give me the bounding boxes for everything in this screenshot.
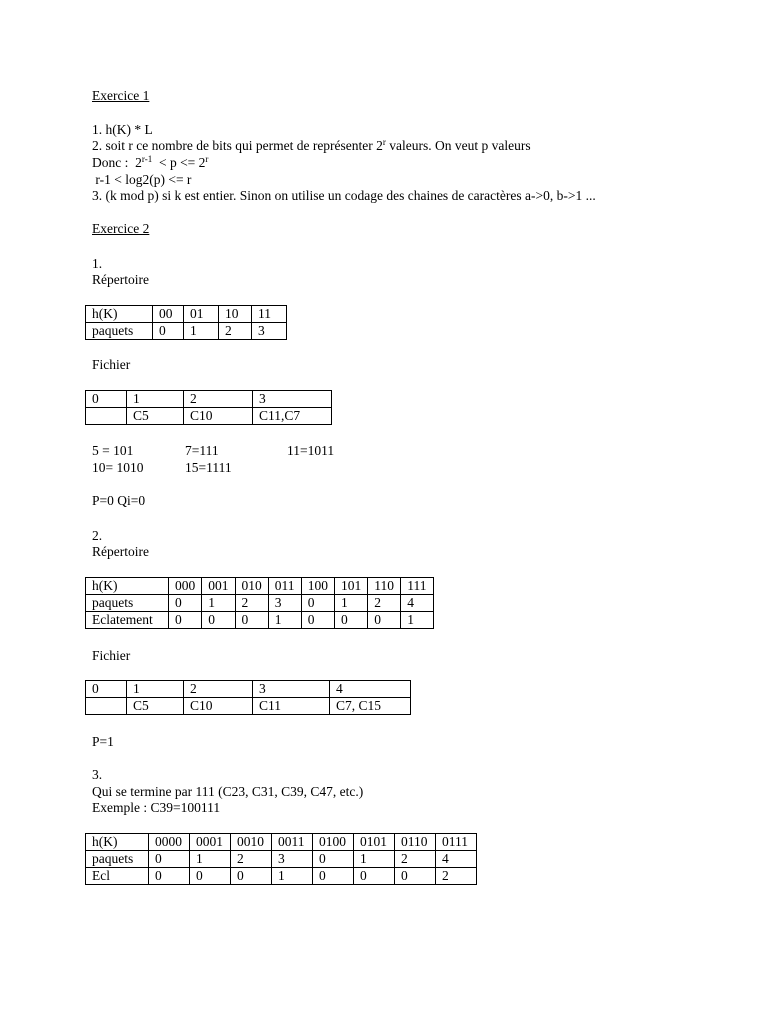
- table-cell: 1: [202, 595, 235, 612]
- table-cell: 0: [169, 612, 202, 629]
- table-cell: 1: [401, 612, 434, 629]
- table-cell: 0011: [272, 834, 313, 851]
- table-cell: 4: [330, 681, 411, 698]
- table-cell: 0: [395, 868, 436, 885]
- table-cell: 3: [253, 391, 332, 408]
- q2-repertoire-table: [85, 577, 434, 629]
- table-row: [86, 306, 287, 323]
- table-row: [86, 851, 477, 868]
- q1-fichier-table: [85, 390, 332, 425]
- table-cell: h(K): [86, 578, 169, 595]
- table-cell: h(K): [86, 306, 153, 323]
- table-cell: 0: [86, 391, 127, 408]
- q2-repertoire-label: Répertoire: [92, 544, 149, 559]
- table-cell: 011: [268, 578, 301, 595]
- q1-number: 1.: [92, 256, 103, 271]
- table-cell: 3: [252, 323, 287, 340]
- table-cell: 0: [190, 868, 231, 885]
- table-cell: 100: [301, 578, 334, 595]
- table-cell: Eclatement: [86, 612, 169, 629]
- exercise-2-title: Exercice 2: [92, 221, 150, 236]
- table-cell: 0111: [436, 834, 477, 851]
- table-cell: 2: [235, 595, 268, 612]
- binary-7: 7=111: [185, 443, 219, 458]
- table-cell: 3: [272, 851, 313, 868]
- ex1-line-2-text: 2. soit r ce nombre de bits qui permet de représenter 2: [92, 138, 383, 153]
- q1-repertoire-table: [85, 305, 287, 340]
- table-cell: 0: [335, 612, 368, 629]
- q1-pq: P=0 Qi=0: [92, 493, 146, 508]
- binary-11: 11=1011: [287, 443, 335, 458]
- table-row: [86, 391, 332, 408]
- table-cell: 1: [190, 851, 231, 868]
- binary-15: 15=1111: [185, 460, 232, 475]
- ex1-line-3-sup2: r: [205, 154, 209, 164]
- table-cell: 00: [153, 306, 184, 323]
- table-cell: 1: [272, 868, 313, 885]
- ex1-line-3-text: Donc : 2: [92, 155, 142, 170]
- ex1-line-5: 3. (k mod p) si k est entier. Sinon on utilise un codage des chaines de caractères a->0, b->1 ...: [92, 188, 596, 203]
- table-cell: 3: [253, 681, 330, 698]
- table-cell: 101: [335, 578, 368, 595]
- table-row: [86, 834, 477, 851]
- table-cell: paquets: [86, 595, 169, 612]
- exercise-1-title: Exercice 1: [92, 88, 150, 103]
- ex1-line-4: r-1 < log2(p) <= r: [92, 172, 192, 187]
- binary-10: 10= 1010: [92, 460, 144, 475]
- table-cell: 0010: [231, 834, 272, 851]
- table-cell: 000: [169, 578, 202, 595]
- table-cell: 1: [127, 391, 184, 408]
- table-cell: 3: [268, 595, 301, 612]
- table-cell: 0: [235, 612, 268, 629]
- q2-fichier-table: [85, 680, 411, 715]
- table-cell: 0: [149, 868, 190, 885]
- table-cell: C11: [253, 698, 330, 715]
- table-cell: 0: [301, 612, 334, 629]
- table-cell: 0: [313, 868, 354, 885]
- table-row: [86, 698, 411, 715]
- table-cell: 10: [219, 306, 252, 323]
- q1-fichier-label: Fichier: [92, 357, 131, 372]
- table-cell: 010: [235, 578, 268, 595]
- table-cell: 0: [354, 868, 395, 885]
- table-cell: C11,C7: [253, 408, 332, 425]
- table-cell: C10: [184, 408, 253, 425]
- table-cell: C10: [184, 698, 253, 715]
- q2-number: 2.: [92, 528, 103, 543]
- binary-5: 5 = 101: [92, 443, 134, 458]
- table-cell: 2: [231, 851, 272, 868]
- table-cell: 0110: [395, 834, 436, 851]
- table-row: [86, 681, 411, 698]
- table-cell: 0: [202, 612, 235, 629]
- table-cell: [86, 698, 127, 715]
- table-cell: C5: [127, 408, 184, 425]
- ex1-line-1: 1. h(K) * L: [92, 122, 153, 137]
- ex1-line-2: [92, 137, 531, 154]
- table-cell: 01: [184, 306, 219, 323]
- table-cell: 2: [368, 595, 401, 612]
- q2-p: P=1: [92, 734, 114, 749]
- table-cell: 0: [301, 595, 334, 612]
- table-row: [86, 868, 477, 885]
- table-cell: 0: [86, 681, 127, 698]
- table-cell: 0001: [190, 834, 231, 851]
- table-cell: [86, 408, 127, 425]
- table-cell: Ecl: [86, 868, 149, 885]
- table-cell: 1: [354, 851, 395, 868]
- table-cell: 2: [395, 851, 436, 868]
- table-cell: 2: [436, 868, 477, 885]
- ex1-line-3-sup1: r-1: [141, 154, 153, 164]
- table-cell: 0101: [354, 834, 395, 851]
- table-cell: 111: [401, 578, 434, 595]
- table-cell: 0: [368, 612, 401, 629]
- table-cell: paquets: [86, 851, 149, 868]
- table-cell: 1: [335, 595, 368, 612]
- ex1-line-3: [92, 154, 208, 171]
- table-row: [86, 323, 287, 340]
- table-cell: 0: [169, 595, 202, 612]
- table-row: [86, 595, 434, 612]
- table-cell: 4: [401, 595, 434, 612]
- table-cell: 2: [184, 681, 253, 698]
- ex1-line-3-mid: < p <= 2: [152, 155, 206, 170]
- table-cell: 4: [436, 851, 477, 868]
- table-cell: 0: [153, 323, 184, 340]
- table-cell: 2: [219, 323, 252, 340]
- table-cell: 2: [184, 391, 253, 408]
- table-cell: 0: [231, 868, 272, 885]
- table-cell: 110: [368, 578, 401, 595]
- q2-fichier-label: Fichier: [92, 648, 131, 663]
- table-cell: 0: [313, 851, 354, 868]
- table-cell: 0: [149, 851, 190, 868]
- table-row: [86, 578, 434, 595]
- q1-repertoire-label: Répertoire: [92, 272, 149, 287]
- table-cell: 0000: [149, 834, 190, 851]
- table-row: [86, 612, 434, 629]
- table-cell: 0100: [313, 834, 354, 851]
- q3-table: [85, 833, 477, 885]
- table-cell: 1: [268, 612, 301, 629]
- table-cell: 11: [252, 306, 287, 323]
- q3-line-2: Exemple : C39=100111: [92, 800, 221, 815]
- q3-number: 3.: [92, 767, 103, 782]
- q3-line-1: Qui se termine par 111 (C23, C31, C39, C47, etc.): [92, 784, 364, 799]
- table-cell: paquets: [86, 323, 153, 340]
- ex1-line-2-sup: r: [382, 137, 386, 147]
- table-cell: 1: [184, 323, 219, 340]
- ex1-line-2-rest: valeurs. On veut p valeurs: [385, 138, 531, 153]
- table-cell: C5: [127, 698, 184, 715]
- table-cell: h(K): [86, 834, 149, 851]
- table-cell: 1: [127, 681, 184, 698]
- table-row: [86, 408, 332, 425]
- table-cell: 001: [202, 578, 235, 595]
- table-cell: C7, C15: [330, 698, 411, 715]
